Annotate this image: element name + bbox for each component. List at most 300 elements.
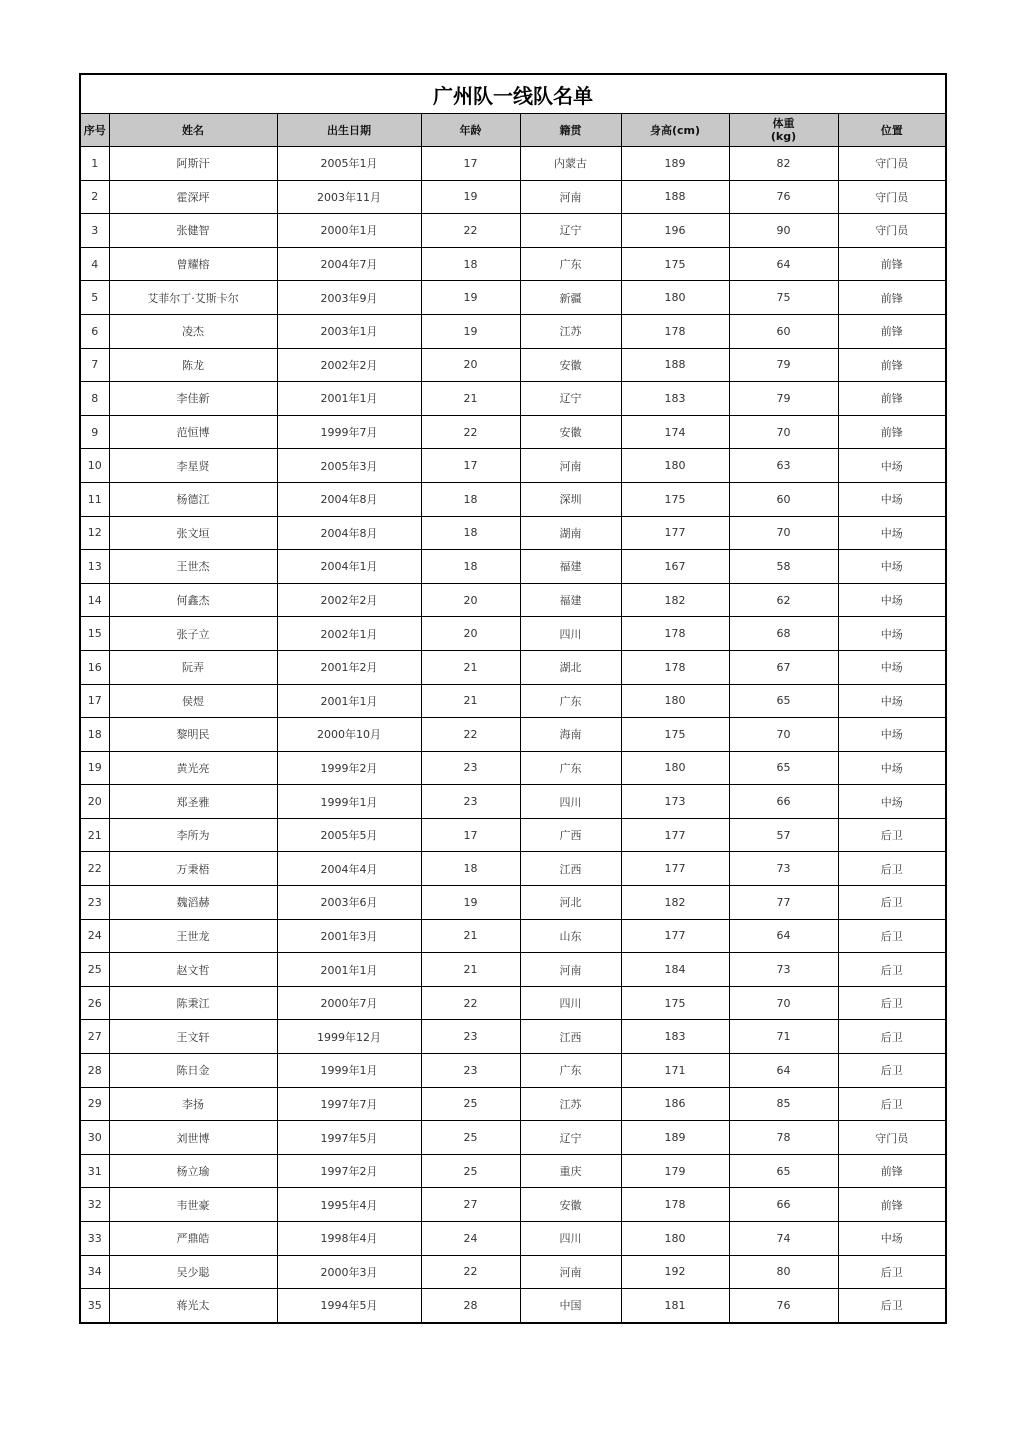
- cell-position: 中场: [838, 718, 946, 752]
- cell-hometown: 江苏: [520, 1087, 621, 1121]
- cell-hometown: 四川: [520, 1222, 621, 1256]
- cell-age: 17: [421, 147, 520, 181]
- cell-weight: 90: [729, 214, 838, 248]
- cell-birthdate: 2004年8月: [277, 516, 421, 550]
- cell-index: 18: [80, 718, 109, 752]
- cell-age: 20: [421, 617, 520, 651]
- cell-weight: 73: [729, 953, 838, 987]
- cell-index: 31: [80, 1154, 109, 1188]
- cell-name: 侯煜: [109, 684, 277, 718]
- cell-hometown: 深圳: [520, 482, 621, 516]
- table-row: [80, 986, 946, 1020]
- cell-birthdate: 2005年1月: [277, 147, 421, 181]
- cell-position: 中场: [838, 449, 946, 483]
- cell-height: 180: [621, 751, 729, 785]
- cell-height: 180: [621, 281, 729, 315]
- cell-birthdate: 2000年1月: [277, 214, 421, 248]
- cell-hometown: 福建: [520, 550, 621, 584]
- cell-weight: 64: [729, 1054, 838, 1088]
- cell-age: 17: [421, 818, 520, 852]
- header-row: [80, 114, 946, 147]
- cell-age: 21: [421, 382, 520, 416]
- header-height: 身高(cm): [621, 114, 729, 147]
- cell-index: 2: [80, 180, 109, 214]
- cell-age: 19: [421, 886, 520, 920]
- cell-name: 黎明民: [109, 718, 277, 752]
- table-row: [80, 751, 946, 785]
- cell-height: 178: [621, 650, 729, 684]
- table-row: [80, 449, 946, 483]
- cell-hometown: 广东: [520, 684, 621, 718]
- cell-hometown: 安徽: [520, 415, 621, 449]
- cell-hometown: 广西: [520, 818, 621, 852]
- cell-position: 前锋: [838, 348, 946, 382]
- cell-age: 21: [421, 684, 520, 718]
- cell-index: 4: [80, 247, 109, 281]
- cell-position: 前锋: [838, 281, 946, 315]
- roster-sheet: [79, 73, 945, 1324]
- table-row: [80, 1188, 946, 1222]
- cell-position: 中场: [838, 650, 946, 684]
- cell-age: 22: [421, 214, 520, 248]
- table-row: [80, 147, 946, 181]
- cell-position: 中场: [838, 785, 946, 819]
- cell-weight: 75: [729, 281, 838, 315]
- cell-height: 175: [621, 986, 729, 1020]
- cell-birthdate: 2005年5月: [277, 818, 421, 852]
- cell-height: 182: [621, 886, 729, 920]
- cell-hometown: 安徽: [520, 348, 621, 382]
- cell-weight: 79: [729, 382, 838, 416]
- cell-index: 10: [80, 449, 109, 483]
- cell-index: 13: [80, 550, 109, 584]
- cell-age: 28: [421, 1289, 520, 1323]
- cell-weight: 65: [729, 751, 838, 785]
- table-row: [80, 1020, 946, 1054]
- cell-age: 19: [421, 180, 520, 214]
- cell-position: 后卫: [838, 1087, 946, 1121]
- cell-age: 21: [421, 953, 520, 987]
- header-index: 序号: [80, 114, 109, 147]
- table-row: [80, 1222, 946, 1256]
- cell-name: 刘世博: [109, 1121, 277, 1155]
- cell-name: 霍深坪: [109, 180, 277, 214]
- cell-weight: 79: [729, 348, 838, 382]
- cell-birthdate: 2001年1月: [277, 953, 421, 987]
- cell-name: 赵文哲: [109, 953, 277, 987]
- cell-index: 25: [80, 953, 109, 987]
- cell-age: 23: [421, 1054, 520, 1088]
- cell-hometown: 江苏: [520, 314, 621, 348]
- cell-birthdate: 2000年10月: [277, 718, 421, 752]
- cell-position: 后卫: [838, 1289, 946, 1323]
- cell-index: 20: [80, 785, 109, 819]
- header-position: 位置: [838, 114, 946, 147]
- roster-body: [80, 147, 946, 1323]
- cell-weight: 77: [729, 886, 838, 920]
- cell-birthdate: 1997年2月: [277, 1154, 421, 1188]
- cell-height: 178: [621, 1188, 729, 1222]
- cell-age: 22: [421, 986, 520, 1020]
- table-row: [80, 785, 946, 819]
- cell-index: 34: [80, 1255, 109, 1289]
- cell-birthdate: 2000年3月: [277, 1255, 421, 1289]
- cell-birthdate: 1999年1月: [277, 1054, 421, 1088]
- cell-name: 阿斯汗: [109, 147, 277, 181]
- cell-birthdate: 1997年5月: [277, 1121, 421, 1155]
- cell-hometown: 广东: [520, 247, 621, 281]
- cell-hometown: 湖北: [520, 650, 621, 684]
- cell-position: 中场: [838, 583, 946, 617]
- cell-age: 23: [421, 751, 520, 785]
- cell-weight: 70: [729, 516, 838, 550]
- cell-birthdate: 2002年2月: [277, 348, 421, 382]
- cell-position: 前锋: [838, 247, 946, 281]
- cell-hometown: 辽宁: [520, 214, 621, 248]
- cell-weight: 73: [729, 852, 838, 886]
- cell-name: 陈龙: [109, 348, 277, 382]
- cell-height: 175: [621, 482, 729, 516]
- cell-height: 180: [621, 449, 729, 483]
- cell-birthdate: 2001年1月: [277, 684, 421, 718]
- cell-position: 后卫: [838, 852, 946, 886]
- cell-position: 中场: [838, 516, 946, 550]
- cell-hometown: 四川: [520, 986, 621, 1020]
- cell-index: 17: [80, 684, 109, 718]
- cell-age: 22: [421, 1255, 520, 1289]
- cell-index: 11: [80, 482, 109, 516]
- cell-hometown: 河南: [520, 1255, 621, 1289]
- cell-height: 188: [621, 180, 729, 214]
- cell-index: 21: [80, 818, 109, 852]
- cell-index: 32: [80, 1188, 109, 1222]
- table-row: [80, 1255, 946, 1289]
- cell-height: 180: [621, 1222, 729, 1256]
- cell-birthdate: 2004年1月: [277, 550, 421, 584]
- cell-hometown: 辽宁: [520, 382, 621, 416]
- cell-position: 前锋: [838, 314, 946, 348]
- cell-index: 26: [80, 986, 109, 1020]
- cell-height: 180: [621, 684, 729, 718]
- cell-age: 22: [421, 415, 520, 449]
- cell-height: 182: [621, 583, 729, 617]
- cell-birthdate: 2005年3月: [277, 449, 421, 483]
- cell-age: 20: [421, 583, 520, 617]
- header-weight: 体重 (kg): [729, 114, 838, 147]
- cell-name: 王世龙: [109, 919, 277, 953]
- cell-position: 后卫: [838, 953, 946, 987]
- cell-weight: 58: [729, 550, 838, 584]
- cell-position: 守门员: [838, 180, 946, 214]
- cell-hometown: 安徽: [520, 1188, 621, 1222]
- cell-name: 何鑫杰: [109, 583, 277, 617]
- cell-name: 严鼎皓: [109, 1222, 277, 1256]
- table-row: [80, 281, 946, 315]
- cell-age: 23: [421, 1020, 520, 1054]
- table-row: [80, 1054, 946, 1088]
- cell-index: 29: [80, 1087, 109, 1121]
- cell-height: 186: [621, 1087, 729, 1121]
- cell-age: 18: [421, 516, 520, 550]
- cell-height: 177: [621, 516, 729, 550]
- cell-weight: 57: [729, 818, 838, 852]
- cell-age: 25: [421, 1121, 520, 1155]
- cell-hometown: 山东: [520, 919, 621, 953]
- table-row: [80, 852, 946, 886]
- table-row: [80, 247, 946, 281]
- table-row: [80, 650, 946, 684]
- page-title: 广州队一线队名单: [80, 74, 946, 114]
- cell-birthdate: 1999年1月: [277, 785, 421, 819]
- cell-height: 179: [621, 1154, 729, 1188]
- cell-height: 175: [621, 247, 729, 281]
- cell-age: 18: [421, 852, 520, 886]
- cell-hometown: 四川: [520, 617, 621, 651]
- cell-height: 181: [621, 1289, 729, 1323]
- table-row: [80, 348, 946, 382]
- cell-birthdate: 1999年12月: [277, 1020, 421, 1054]
- header-name: 姓名: [109, 114, 277, 147]
- cell-birthdate: 1999年7月: [277, 415, 421, 449]
- cell-hometown: 广东: [520, 751, 621, 785]
- cell-height: 184: [621, 953, 729, 987]
- cell-index: 5: [80, 281, 109, 315]
- cell-birthdate: 2003年11月: [277, 180, 421, 214]
- table-row: [80, 314, 946, 348]
- cell-height: 188: [621, 348, 729, 382]
- cell-weight: 80: [729, 1255, 838, 1289]
- cell-height: 189: [621, 1121, 729, 1155]
- cell-age: 27: [421, 1188, 520, 1222]
- table-row: [80, 953, 946, 987]
- cell-name: 李所为: [109, 818, 277, 852]
- cell-name: 韦世豪: [109, 1188, 277, 1222]
- cell-index: 8: [80, 382, 109, 416]
- cell-hometown: 河南: [520, 449, 621, 483]
- cell-index: 7: [80, 348, 109, 382]
- cell-name: 凌杰: [109, 314, 277, 348]
- cell-weight: 78: [729, 1121, 838, 1155]
- cell-name: 杨德江: [109, 482, 277, 516]
- table-row: [80, 1289, 946, 1323]
- cell-index: 22: [80, 852, 109, 886]
- cell-birthdate: 2003年1月: [277, 314, 421, 348]
- cell-index: 24: [80, 919, 109, 953]
- cell-name: 张文垣: [109, 516, 277, 550]
- cell-height: 167: [621, 550, 729, 584]
- cell-index: 9: [80, 415, 109, 449]
- cell-birthdate: 2001年2月: [277, 650, 421, 684]
- table-row: [80, 1121, 946, 1155]
- cell-height: 171: [621, 1054, 729, 1088]
- cell-weight: 70: [729, 986, 838, 1020]
- cell-birthdate: 1995年4月: [277, 1188, 421, 1222]
- header-birthdate: 出生日期: [277, 114, 421, 147]
- cell-name: 艾菲尔丁·艾斯卡尔: [109, 281, 277, 315]
- cell-index: 27: [80, 1020, 109, 1054]
- cell-hometown: 江西: [520, 852, 621, 886]
- cell-birthdate: 1997年7月: [277, 1087, 421, 1121]
- cell-height: 177: [621, 852, 729, 886]
- cell-hometown: 河南: [520, 953, 621, 987]
- cell-weight: 82: [729, 147, 838, 181]
- cell-index: 30: [80, 1121, 109, 1155]
- table-row: [80, 684, 946, 718]
- cell-weight: 68: [729, 617, 838, 651]
- cell-birthdate: 2003年9月: [277, 281, 421, 315]
- cell-hometown: 海南: [520, 718, 621, 752]
- cell-birthdate: 2002年1月: [277, 617, 421, 651]
- cell-name: 吴少聪: [109, 1255, 277, 1289]
- cell-weight: 70: [729, 718, 838, 752]
- cell-position: 中场: [838, 1222, 946, 1256]
- cell-position: 前锋: [838, 415, 946, 449]
- cell-weight: 64: [729, 919, 838, 953]
- roster-table: [79, 73, 947, 1324]
- cell-age: 25: [421, 1154, 520, 1188]
- cell-age: 21: [421, 650, 520, 684]
- cell-age: 17: [421, 449, 520, 483]
- cell-index: 33: [80, 1222, 109, 1256]
- cell-height: 196: [621, 214, 729, 248]
- cell-index: 1: [80, 147, 109, 181]
- cell-weight: 71: [729, 1020, 838, 1054]
- cell-position: 守门员: [838, 1121, 946, 1155]
- cell-position: 前锋: [838, 1154, 946, 1188]
- cell-hometown: 四川: [520, 785, 621, 819]
- cell-name: 王文轩: [109, 1020, 277, 1054]
- cell-name: 李佳新: [109, 382, 277, 416]
- cell-age: 18: [421, 247, 520, 281]
- cell-weight: 60: [729, 482, 838, 516]
- table-row: [80, 415, 946, 449]
- cell-height: 177: [621, 919, 729, 953]
- cell-age: 21: [421, 919, 520, 953]
- cell-position: 后卫: [838, 818, 946, 852]
- cell-position: 中场: [838, 751, 946, 785]
- table-row: [80, 919, 946, 953]
- cell-name: 阮弄: [109, 650, 277, 684]
- cell-birthdate: 2001年3月: [277, 919, 421, 953]
- table-row: [80, 718, 946, 752]
- cell-height: 183: [621, 382, 729, 416]
- cell-age: 18: [421, 482, 520, 516]
- cell-hometown: 湖南: [520, 516, 621, 550]
- cell-name: 李扬: [109, 1087, 277, 1121]
- cell-age: 19: [421, 314, 520, 348]
- cell-index: 35: [80, 1289, 109, 1323]
- cell-name: 陈秉江: [109, 986, 277, 1020]
- cell-position: 后卫: [838, 919, 946, 953]
- header-age: 年龄: [421, 114, 520, 147]
- cell-position: 后卫: [838, 1054, 946, 1088]
- cell-weight: 66: [729, 785, 838, 819]
- cell-name: 蒋光太: [109, 1289, 277, 1323]
- cell-birthdate: 2002年2月: [277, 583, 421, 617]
- cell-weight: 60: [729, 314, 838, 348]
- cell-hometown: 河北: [520, 886, 621, 920]
- cell-hometown: 新疆: [520, 281, 621, 315]
- cell-height: 189: [621, 147, 729, 181]
- cell-height: 192: [621, 1255, 729, 1289]
- cell-index: 6: [80, 314, 109, 348]
- cell-hometown: 辽宁: [520, 1121, 621, 1155]
- cell-birthdate: 2004年8月: [277, 482, 421, 516]
- cell-name: 王世杰: [109, 550, 277, 584]
- cell-weight: 66: [729, 1188, 838, 1222]
- cell-position: 中场: [838, 617, 946, 651]
- cell-birthdate: 1999年2月: [277, 751, 421, 785]
- table-row: [80, 1087, 946, 1121]
- table-row: [80, 617, 946, 651]
- cell-age: 20: [421, 348, 520, 382]
- table-row: [80, 180, 946, 214]
- cell-weight: 74: [729, 1222, 838, 1256]
- cell-age: 22: [421, 718, 520, 752]
- cell-index: 23: [80, 886, 109, 920]
- cell-position: 后卫: [838, 986, 946, 1020]
- table-row: [80, 583, 946, 617]
- cell-hometown: 中国: [520, 1289, 621, 1323]
- cell-height: 177: [621, 818, 729, 852]
- cell-hometown: 福建: [520, 583, 621, 617]
- cell-index: 28: [80, 1054, 109, 1088]
- cell-weight: 63: [729, 449, 838, 483]
- cell-hometown: 广东: [520, 1054, 621, 1088]
- cell-weight: 64: [729, 247, 838, 281]
- table-row: [80, 1154, 946, 1188]
- cell-name: 万秉梧: [109, 852, 277, 886]
- cell-age: 25: [421, 1087, 520, 1121]
- cell-index: 12: [80, 516, 109, 550]
- table-row: [80, 516, 946, 550]
- cell-weight: 76: [729, 1289, 838, 1323]
- cell-position: 后卫: [838, 1255, 946, 1289]
- cell-weight: 70: [729, 415, 838, 449]
- cell-birthdate: 2003年6月: [277, 886, 421, 920]
- cell-hometown: 河南: [520, 180, 621, 214]
- cell-position: 中场: [838, 482, 946, 516]
- cell-birthdate: 1994年5月: [277, 1289, 421, 1323]
- cell-birthdate: 1998年4月: [277, 1222, 421, 1256]
- cell-name: 杨立瑜: [109, 1154, 277, 1188]
- cell-birthdate: 2001年1月: [277, 382, 421, 416]
- header-hometown: 籍贯: [520, 114, 621, 147]
- cell-name: 曾耀榕: [109, 247, 277, 281]
- cell-height: 183: [621, 1020, 729, 1054]
- cell-name: 陈日金: [109, 1054, 277, 1088]
- cell-position: 中场: [838, 550, 946, 584]
- cell-birthdate: 2000年7月: [277, 986, 421, 1020]
- cell-name: 张子立: [109, 617, 277, 651]
- cell-height: 173: [621, 785, 729, 819]
- cell-weight: 62: [729, 583, 838, 617]
- cell-age: 23: [421, 785, 520, 819]
- cell-height: 175: [621, 718, 729, 752]
- cell-name: 魏滔赫: [109, 886, 277, 920]
- cell-name: 张健智: [109, 214, 277, 248]
- cell-name: 郑圣雅: [109, 785, 277, 819]
- cell-height: 178: [621, 314, 729, 348]
- table-row: [80, 214, 946, 248]
- cell-weight: 76: [729, 180, 838, 214]
- cell-position: 前锋: [838, 382, 946, 416]
- cell-index: 16: [80, 650, 109, 684]
- cell-name: 黄光亮: [109, 751, 277, 785]
- cell-index: 14: [80, 583, 109, 617]
- cell-position: 中场: [838, 684, 946, 718]
- cell-height: 174: [621, 415, 729, 449]
